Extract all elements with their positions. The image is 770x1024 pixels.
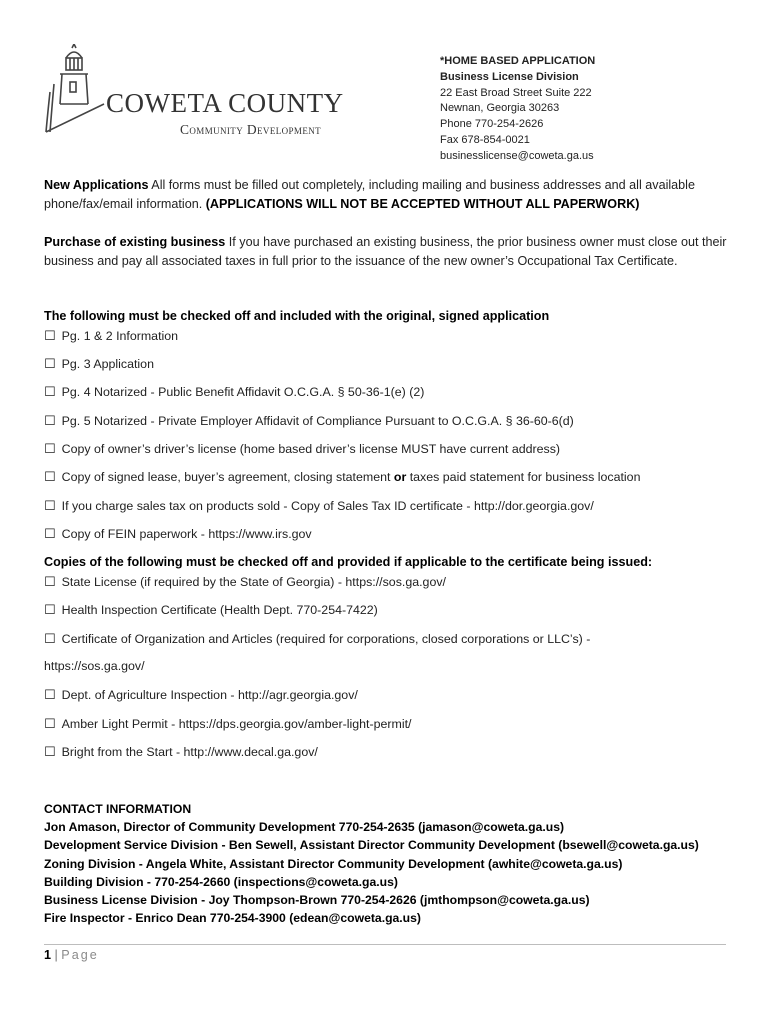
- contact-information: [44, 800, 699, 927]
- checkbox[interactable]: ☐: [44, 526, 56, 541]
- checklist-item-label: Copy of signed lease, buyer’s agreement, closing statement: [61, 470, 394, 484]
- checklist-item-label: Copy of owner’s driver’s license (home based driver’s license MUST have current address): [61, 442, 561, 456]
- checklist-item-label: Pg. 1 & 2 Information: [61, 329, 179, 343]
- checkbox[interactable]: ☐: [44, 744, 56, 759]
- required-heading: The following must be checked off and included with the original, signed application: [44, 309, 550, 323]
- checkbox[interactable]: ☐: [44, 384, 56, 399]
- purchase-label: Purchase of existing business: [44, 235, 226, 249]
- checklist-item: [44, 413, 574, 429]
- checkbox[interactable]: ☐: [44, 328, 56, 343]
- address-block: [440, 54, 595, 165]
- checkbox[interactable]: ☐: [44, 687, 56, 702]
- division-name: Business License Division: [440, 70, 579, 83]
- checklist-item: [44, 384, 424, 400]
- logo-subtitle: Community Development: [180, 122, 322, 137]
- checklist-item: [44, 716, 412, 732]
- checkbox[interactable]: ☐: [44, 441, 56, 456]
- page-word: Page: [61, 948, 99, 962]
- checklist-item-label: Certificate of Organization and Articles (required for corporations, closed corporations or LLC’s) -: [61, 632, 591, 646]
- checklist-item-label: Amber Light Permit - https://dps.georgia.gov/amber-light-permit/: [61, 717, 412, 731]
- contact-line: Zoning Division - Angela White, Assistant Director Community Development (awhite@coweta.ga.us): [44, 856, 623, 871]
- checklist-item: [44, 328, 178, 344]
- checklist-item: [44, 631, 590, 647]
- checklist-item: [44, 441, 560, 457]
- checklist-item-label: Copy of FEIN paperwork - https://www.irs.gov: [61, 527, 312, 541]
- checklist-item: [44, 356, 154, 372]
- checkbox[interactable]: ☐: [44, 498, 56, 513]
- checkbox[interactable]: ☐: [44, 631, 56, 646]
- new-applications-text: All forms must be filled out completely, including mailing and business addresses and all available phone/fax/email information.: [44, 178, 695, 211]
- street-address: 22 East Broad Street Suite 222: [440, 86, 592, 99]
- contact-line: Business License Division - Joy Thompson-Brown 770-254-2626 (jmthompson@coweta.ga.us): [44, 893, 590, 908]
- contact-heading: CONTACT INFORMATION: [44, 802, 192, 816]
- new-applications-paragraph: [44, 176, 734, 214]
- optional-heading: Copies of the following must be checked off and provided if applicable to the certificate being issued:: [44, 555, 653, 569]
- checklist-item-label: Pg. 4 Notarized - Public Benefit Affidavit O.C.G.A. § 50-36-1(e) (2): [61, 385, 425, 399]
- purchase-paragraph: [44, 233, 734, 271]
- contact-line: Jon Amason, Director of Community Development 770-254-2635 (jamason@coweta.ga.us): [44, 820, 565, 835]
- checklist-item-label: If you charge sales tax on products sold - Copy of Sales Tax ID certificate - http://dor.georgia.gov/: [61, 499, 594, 513]
- application-type: *HOME BASED APPLICATION: [440, 55, 596, 67]
- lighthouse-icon: [44, 44, 108, 140]
- purchase-text: If you have purchased an existing business, the prior business owner must close out their business and pay all associated taxes in full prior to the issuance of the new owner’s Occupational Tax Certificate.: [44, 235, 727, 268]
- phone-number: Phone 770-254-2626: [440, 118, 544, 131]
- checklist-item-label: Health Inspection Certificate (Health Dept. 770-254-7422): [61, 603, 378, 617]
- page-number-value: 1: [44, 948, 52, 962]
- page-number: [44, 948, 99, 962]
- checklist-item: [44, 574, 446, 590]
- checkbox[interactable]: ☐: [44, 716, 56, 731]
- checklist-item-label: Pg. 5 Notarized - Private Employer Affidavit of Compliance Pursuant to O.C.G.A. § 36-60-6(d): [61, 414, 574, 428]
- checklist-item: [44, 602, 378, 618]
- paperwork-warning: (APPLICATIONS WILL NOT BE ACCEPTED WITHOUT ALL PAPERWORK): [205, 197, 640, 211]
- contact-line: Development Service Division - Ben Sewell, Assistant Director Community Development (bsewell@coweta.ga.us): [44, 838, 699, 853]
- checkbox[interactable]: ☐: [44, 469, 56, 484]
- contact-line: Fire Inspector - Enrico Dean 770-254-3900 (edean@coweta.ga.us): [44, 911, 421, 926]
- page-separator: |: [51, 948, 62, 962]
- county-logo: [44, 44, 364, 140]
- logo-title: COWETA COUNTY: [106, 88, 344, 118]
- checklist-item: [44, 687, 358, 703]
- checklist-item: [44, 498, 594, 514]
- fax-number: Fax 678-854-0021: [440, 133, 530, 146]
- checklist-item-continuation: https://sos.ga.gov/: [44, 659, 145, 673]
- checklist-item-label: Dept. of Agriculture Inspection - http://agr.georgia.gov/: [61, 688, 358, 702]
- checkbox[interactable]: ☐: [44, 574, 56, 589]
- checklist-item-label: Bright from the Start - http://www.decal.ga.gov/: [61, 745, 318, 759]
- email-address: businesslicense@coweta.ga.us: [440, 149, 594, 162]
- city-state-zip: Newnan, Georgia 30263: [440, 102, 560, 115]
- checklist-item: [44, 744, 318, 760]
- new-applications-label: New Applications: [44, 178, 149, 192]
- checklist-item-label: State License (if required by the State of Georgia) - https://sos.ga.gov/: [61, 575, 446, 589]
- checklist-item-label: Pg. 3 Application: [61, 357, 154, 371]
- contact-line: Building Division - 770-254-2660 (inspections@coweta.ga.us): [44, 874, 398, 889]
- checkbox[interactable]: ☐: [44, 602, 56, 617]
- or-emphasis: or: [393, 470, 407, 484]
- checkbox[interactable]: ☐: [44, 413, 56, 428]
- checkbox[interactable]: ☐: [44, 356, 56, 371]
- checklist-item-label-cont: taxes paid statement for business location: [406, 470, 641, 484]
- checklist-item: [44, 526, 312, 542]
- checklist-item: [44, 469, 640, 485]
- footer-divider: [44, 944, 726, 945]
